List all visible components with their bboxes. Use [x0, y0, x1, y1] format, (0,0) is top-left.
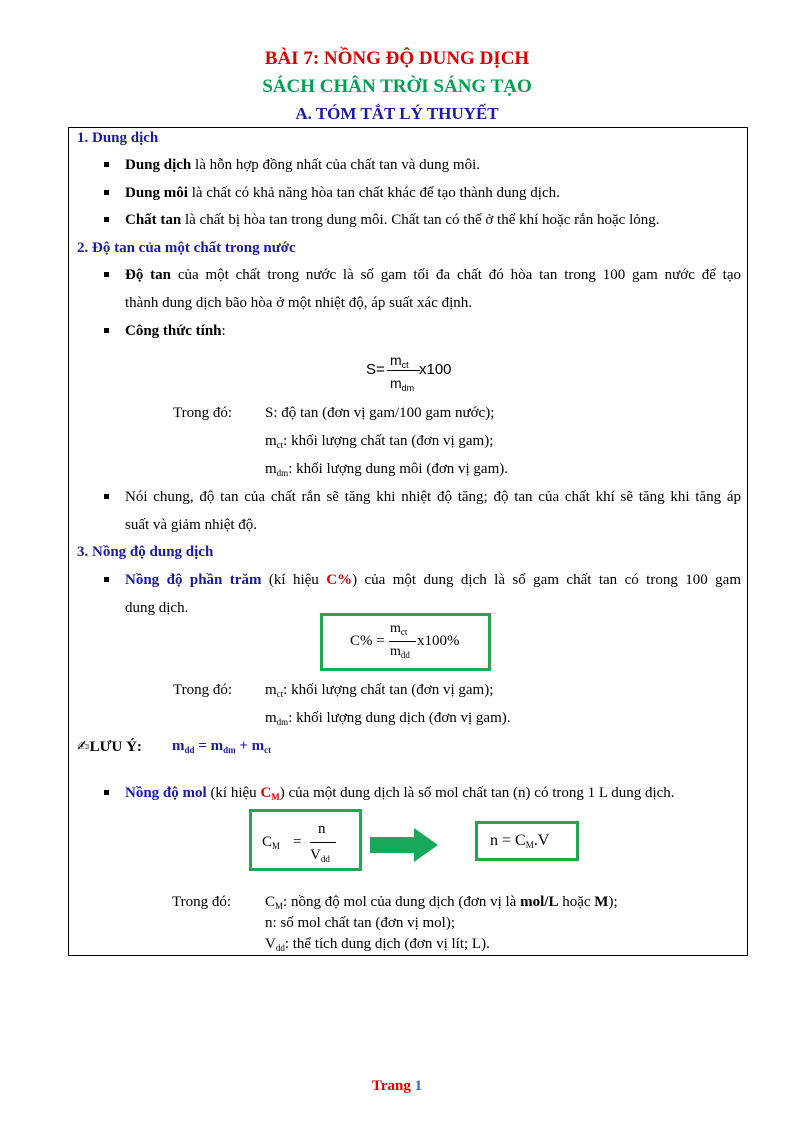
formula-numerator: $m_{ct}$ [390, 352, 409, 370]
s2-bullet-1-line-2: thành dung dịch bão hòa ở một nhiệt độ, áp suất xác định. [125, 295, 473, 311]
s3-bullet-2: Nồng độ mol (kí hiệu $C_M$) của một dung dịch là số mol chất tan (n) có trong 1 L dung dịch. [125, 785, 675, 802]
bullet-icon [104, 190, 109, 195]
title-1: BÀI 7: NỒNG ĐỘ DUNG DỊCH [264, 48, 530, 69]
s3-bullet-1-line-2: dung dịch. [125, 600, 189, 616]
s1-bullet-1: Dung dịch là hỗn hợp đồng nhất của chất tan và dung môi. [125, 157, 480, 173]
s3-molar-where-3: $V_{dd}$: thể tích dung dịch (đơn vị lít; L). [265, 936, 490, 953]
s2-bullet-1-line-1: Độ tan của một chất trong nước là số gam tối đa chất đó hòa tan trong 100 gam nước để tạo [125, 267, 742, 283]
note-formula: $m_{dd} = m_{dm} + m_{ct}$ [172, 738, 272, 755]
section-3-heading: 3. Nồng độ dung dịch [77, 544, 214, 560]
s3-bullet-1-line-1: Nồng độ phần trăm (kí hiệu C%) của một dung dịch là số gam chất tan có trong 100 gam [125, 572, 741, 588]
s2-where-1: S: độ tan (đơn vị gam/100 gam nước); [265, 405, 495, 421]
formula-denominator: $V_{dd}$ [310, 847, 330, 864]
fraction-bar [310, 842, 336, 843]
result-formula-box: $n = C_M.V$ [475, 821, 579, 861]
section-1-heading: 1. Dung dịch [77, 130, 159, 146]
note-line: ✍LƯU Ý: [77, 737, 142, 755]
formula-numerator: n [318, 821, 326, 837]
s3-where-1: $m_{ct}$: khối lượng chất tan (đơn vị gam); [265, 682, 494, 699]
where-label: Trong đó: [173, 682, 233, 698]
s3-molar-where-1: $C_M$: nồng độ mol của dung dịch (đơn vị là mol/L hoặc M); [265, 894, 618, 911]
bullet-icon [104, 272, 109, 277]
s2-bullet-2: Công thức tính: [125, 323, 226, 339]
formula-denominator: $m_{dm}$ [390, 375, 415, 393]
formula-numerator: $m_{ct}$ [390, 621, 408, 637]
title-3: A. TÓM TẮT LÝ THUYẾT [295, 104, 499, 123]
molar-formula-box: $C_M$ = n $V_{dd}$ [249, 809, 362, 871]
bullet-icon [104, 217, 109, 222]
pencil-icon: ✍ [77, 737, 90, 755]
bullet-icon [104, 494, 109, 499]
page-number: 1 [414, 1078, 423, 1094]
percent-formula-box: C% = $m_{ct}$ $m_{dd}$ x100% [320, 613, 491, 671]
formula-denominator: $m_{dd}$ [390, 644, 410, 660]
title-2: SÁCH CHÂN TRỜI SÁNG TẠO [262, 76, 532, 97]
where-label: Trong đó: [172, 894, 232, 910]
bullet-icon [104, 790, 109, 795]
s3-molar-where-2: n: số mol chất tan (đơn vị mol); [265, 915, 455, 931]
s1-bullet-3: Chất tan là chất bị hòa tan trong dung môi. Chất tan có thể ở thể khí hoặc rắn hoặc lỏng. [125, 212, 660, 228]
s3-where-2: $m_{dm}$: khối lượng dung dịch (đơn vị gam). [265, 710, 511, 727]
where-label: Trong đó: [173, 405, 233, 421]
arrow-right-icon [370, 828, 440, 862]
s2-bullet-3-line-1: Nói chung, độ tan của chất rắn sẽ tăng khi nhiệt độ tăng; độ tan của chất khí sẽ tăng khi tăng áp [125, 489, 741, 505]
page-footer: Trang 1 [371, 1078, 423, 1094]
bullet-icon [104, 328, 109, 333]
s2-bullet-3-line-2: suất và giảm nhiệt độ. [125, 517, 258, 533]
s2-where-2: $m_{ct}$: khối lượng chất tan (đơn vị gam); [265, 433, 494, 450]
bullet-icon [104, 162, 109, 167]
bullet-icon [104, 577, 109, 582]
section-2-heading: 2. Độ tan của một chất trong nước [77, 240, 296, 256]
fraction-bar [387, 370, 420, 371]
theory-box: 1. Dung dịch Dung dịch là hỗn hợp đồng nhất của chất tan và dung môi. Dung môi là chất có khả năng hòa tan chất khác để tạo thành dung dịch. Chất tan là chất bị hòa tan trong dung môi. Chất tan có thể ở thể khí hoặc rắn hoặc lỏng. 2. Độ tan của một chất trong nước Độ tan của một chất trong nước là số gam tối đa chất đó hòa tan trong 100 gam nước để tạo thành dung dịch bão hòa ở một nhiệt độ, áp suất xác định. Công thức tính: S= $m_{ct}$ $m_{dm}$ x100 Trong đó: S: độ tan (đơn vị gam/100 gam nước); $m_{ct}$: khối lượng chất tan (đơn vị gam); $m_{dm}$: khối lượng dung môi (đơn vị gam). Nói chung, độ tan của chất rắn sẽ tăng khi nhiệt độ tăng; độ tan của chất khí sẽ tăng khi tăng áp suất và giảm nhiệt độ. 3. Nồng độ dung dịch Nồng độ phần trăm (kí hiệu C%) của một dung dịch là số gam chất tan có trong 100 gam dung dịch. C% = $m_{ct}$ $m_{dd}$ x100% Trong đó: $m_{ct}$: khối lượng chất tan (đơn vị gam); $m_{dm}$: khối lượng dung dịch (đơn vị gam). ✍LƯU Ý: $m_{dd} = m_{dm} + m_{ct}$ Nồng độ mol (kí hiệu $C_M$) của một dung dịch là số mol chất tan (n) có trong 1 L dung dịch. $C_M$ = n $V_{dd}$ $n = C_M.V$ Trong đó: $C_M$: nồng độ mol của dung dịch (đơn vị là mol/L hoặc M); n: số mol chất tan (đơn vị mol); $V_{dd}$: thể tích dung dịch (đơn vị lít; L). [68, 127, 748, 956]
s2-where-3: $m_{dm}$: khối lượng dung môi (đơn vị gam). [265, 461, 509, 478]
s1-bullet-2: Dung môi là chất có khả năng hòa tan chất khác để tạo thành dung dịch. [125, 185, 560, 201]
